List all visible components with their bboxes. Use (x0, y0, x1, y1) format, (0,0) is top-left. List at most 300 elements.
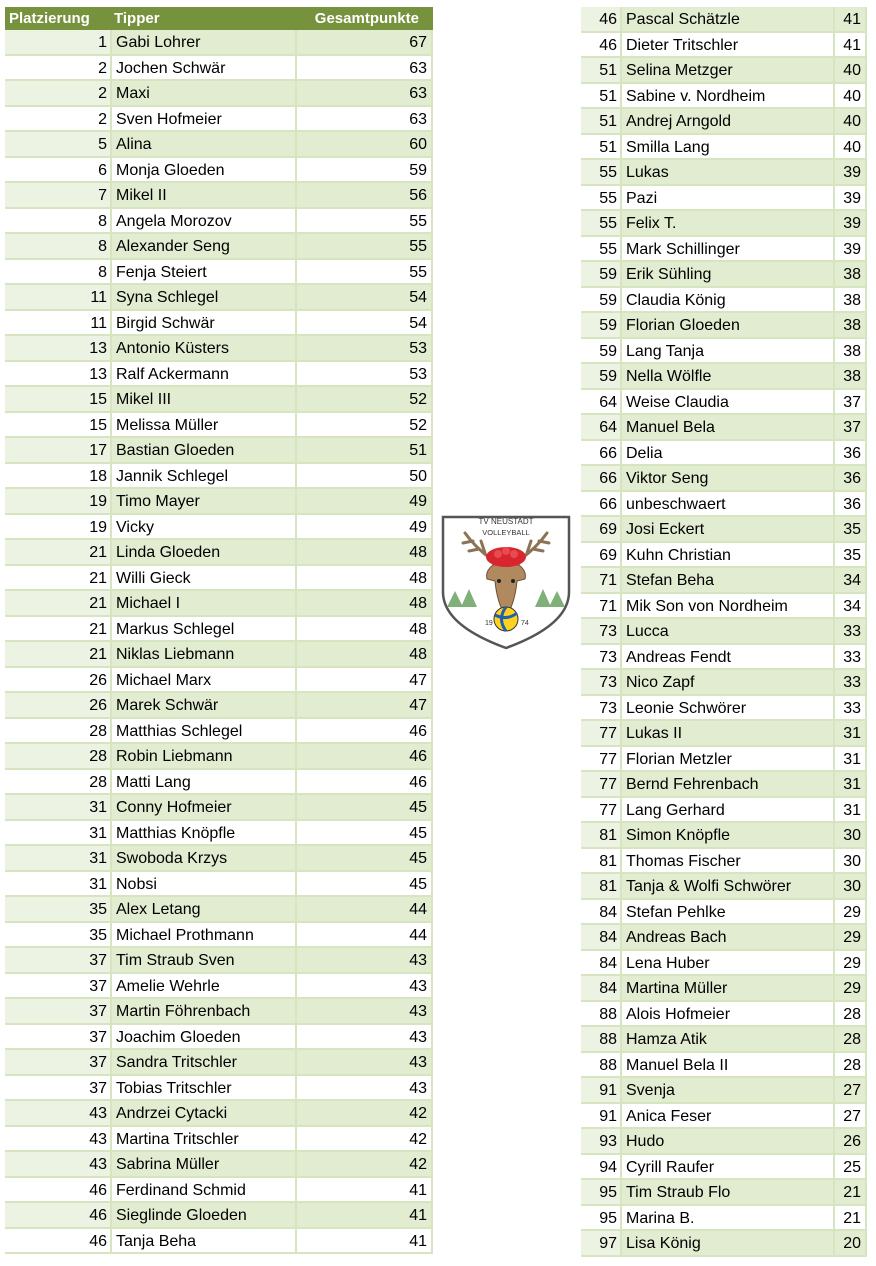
tipper-name-cell: Matthias Schlegel (110, 719, 295, 743)
placement-cell: 69 (581, 543, 620, 567)
tipper-name-cell: Fenja Steiert (110, 260, 295, 284)
table-row (581, 568, 867, 594)
placement-cell: 46 (5, 1229, 110, 1253)
tipper-name-cell: Bernd Fehrenbach (620, 772, 833, 796)
placement-cell: 73 (581, 619, 620, 643)
placement-cell: 81 (581, 849, 620, 873)
placement-cell: 46 (5, 1203, 110, 1227)
placement-cell: 59 (581, 339, 620, 363)
points-cell: 21 (833, 1180, 867, 1204)
points-cell: 52 (295, 387, 433, 411)
table-row (5, 260, 433, 286)
tipper-name-cell: Dieter Tritschler (620, 33, 833, 57)
placement-cell: 91 (581, 1104, 620, 1128)
tipper-name-cell: Alex Letang (110, 897, 295, 921)
tipper-name-cell: Michael I (110, 591, 295, 615)
table-row (581, 951, 867, 977)
points-cell: 39 (833, 237, 867, 261)
table-row (5, 1076, 433, 1102)
points-cell: 28 (833, 1053, 867, 1077)
tipper-name-cell: Michael Prothmann (110, 923, 295, 947)
table-row (581, 1180, 867, 1206)
points-cell: 33 (833, 670, 867, 694)
tipper-name-cell: Andrej Arngold (620, 109, 833, 133)
points-cell: 33 (833, 619, 867, 643)
tipper-name-cell: Lukas (620, 160, 833, 184)
points-cell: 31 (833, 721, 867, 745)
points-cell: 48 (295, 540, 433, 564)
tipper-name-cell: Gabi Lohrer (110, 30, 295, 54)
header-gesamtpunkte: Gesamtpunkte (314, 10, 419, 27)
table-row (5, 183, 433, 209)
placement-cell: 21 (5, 617, 110, 641)
table-row (5, 1127, 433, 1153)
placement-cell: 21 (5, 566, 110, 590)
tipper-name-cell: Nella Wölfle (620, 364, 833, 388)
table-row (5, 872, 433, 898)
placement-cell: 59 (581, 364, 620, 388)
tipper-name-cell: Lang Gerhard (620, 798, 833, 822)
table-row (581, 1002, 867, 1028)
table-row (581, 1078, 867, 1104)
placement-cell: 73 (581, 645, 620, 669)
tipper-name-cell: Martina Müller (620, 976, 833, 1000)
placement-cell: 88 (581, 1002, 620, 1026)
placement-cell: 81 (581, 874, 620, 898)
tipper-name-cell: Sabine v. Nordheim (620, 84, 833, 108)
table-row (5, 464, 433, 490)
tipper-name-cell: Thomas Fischer (620, 849, 833, 873)
placement-cell: 84 (581, 976, 620, 1000)
placement-cell: 64 (581, 390, 620, 414)
tipper-name-cell: Mikel III (110, 387, 295, 411)
placement-cell: 13 (5, 362, 110, 386)
table-row (5, 56, 433, 82)
tipper-name-cell: Felix T. (620, 211, 833, 235)
placement-cell: 95 (581, 1206, 620, 1230)
table-row (5, 107, 433, 133)
points-cell: 63 (295, 107, 433, 131)
logo-year-right: 74 (521, 620, 529, 627)
tipper-name-cell: Ferdinand Schmid (110, 1178, 295, 1202)
table-row (5, 30, 433, 56)
tipper-name-cell: Selina Metzger (620, 58, 833, 82)
placement-cell: 55 (581, 160, 620, 184)
points-cell: 25 (833, 1155, 867, 1179)
points-cell: 54 (295, 311, 433, 335)
tipper-name-cell: Andreas Fendt (620, 645, 833, 669)
tipper-name-cell: Josi Eckert (620, 517, 833, 541)
points-cell: 37 (833, 390, 867, 414)
placement-cell: 84 (581, 900, 620, 924)
placement-cell: 55 (581, 186, 620, 210)
placement-cell: 71 (581, 594, 620, 618)
header-tipper: Tipper (114, 10, 160, 27)
points-cell: 31 (833, 798, 867, 822)
tipper-name-cell: Stefan Beha (620, 568, 833, 592)
placement-cell: 94 (581, 1155, 620, 1179)
placement-cell: 6 (5, 158, 110, 182)
tipper-name-cell: Marina B. (620, 1206, 833, 1230)
tipper-name-cell: Linda Gloeden (110, 540, 295, 564)
tipper-name-cell: Sieglinde Gloeden (110, 1203, 295, 1227)
points-cell: 45 (295, 846, 433, 870)
table-row (581, 1053, 867, 1079)
tipper-name-cell: Delia (620, 441, 833, 465)
table-row (581, 186, 867, 212)
points-cell: 36 (833, 441, 867, 465)
placement-cell: 59 (581, 288, 620, 312)
table-row (5, 311, 433, 337)
placement-cell: 37 (5, 948, 110, 972)
points-cell: 29 (833, 976, 867, 1000)
points-cell: 67 (295, 30, 433, 54)
points-cell: 44 (295, 923, 433, 947)
table-row (5, 362, 433, 388)
points-cell: 33 (833, 645, 867, 669)
tipper-name-cell: Manuel Bela II (620, 1053, 833, 1077)
placement-cell: 31 (5, 795, 110, 819)
table-row (5, 974, 433, 1000)
points-cell: 43 (295, 1050, 433, 1074)
points-cell: 41 (833, 33, 867, 57)
placement-cell: 17 (5, 438, 110, 462)
placement-cell: 19 (5, 515, 110, 539)
points-cell: 26 (833, 1129, 867, 1153)
points-cell: 52 (295, 413, 433, 437)
placement-cell: 13 (5, 336, 110, 360)
table-row (581, 543, 867, 569)
table-row (5, 540, 433, 566)
placement-cell: 5 (5, 132, 110, 156)
placement-cell: 21 (5, 540, 110, 564)
points-cell: 63 (295, 56, 433, 80)
tipper-name-cell: Syna Schlegel (110, 285, 295, 309)
placement-cell: 43 (5, 1127, 110, 1151)
points-cell: 41 (295, 1178, 433, 1202)
placement-cell: 77 (581, 772, 620, 796)
tipper-name-cell: Melissa Müller (110, 413, 295, 437)
points-cell: 36 (833, 466, 867, 490)
points-cell: 43 (295, 999, 433, 1023)
placement-cell: 88 (581, 1053, 620, 1077)
placement-cell: 64 (581, 415, 620, 439)
points-cell: 40 (833, 135, 867, 159)
table-row (5, 489, 433, 515)
ranking-table-left (5, 7, 433, 1254)
points-cell: 39 (833, 186, 867, 210)
points-cell: 34 (833, 594, 867, 618)
tipper-name-cell: Lukas II (620, 721, 833, 745)
points-cell: 29 (833, 925, 867, 949)
tipper-name-cell: Markus Schlegel (110, 617, 295, 641)
placement-cell: 28 (5, 770, 110, 794)
header-platzierung: Platzierung (9, 10, 90, 27)
tipper-name-cell: Angela Morozov (110, 209, 295, 233)
placement-cell: 31 (5, 821, 110, 845)
tipper-name-cell: Matti Lang (110, 770, 295, 794)
table-row (581, 670, 867, 696)
placement-cell: 37 (5, 1025, 110, 1049)
table-row (581, 288, 867, 314)
tipper-name-cell: Simon Knöpfle (620, 823, 833, 847)
table-row (5, 897, 433, 923)
points-cell: 30 (833, 874, 867, 898)
tipper-name-cell: Alina (110, 132, 295, 156)
placement-cell: 51 (581, 84, 620, 108)
placement-cell: 46 (5, 1178, 110, 1202)
tipper-name-cell: Maxi (110, 81, 295, 105)
tipper-name-cell: Cyrill Raufer (620, 1155, 833, 1179)
tipper-name-cell: Sandra Tritschler (110, 1050, 295, 1074)
tipper-name-cell: Erik Sühling (620, 262, 833, 286)
tipper-name-cell: Mik Son von Nordheim (620, 594, 833, 618)
table-row (5, 285, 433, 311)
tipper-name-cell: Mark Schillinger (620, 237, 833, 261)
points-cell: 48 (295, 591, 433, 615)
points-cell: 35 (833, 517, 867, 541)
table-row (581, 466, 867, 492)
placement-cell: 51 (581, 109, 620, 133)
points-cell: 36 (833, 492, 867, 516)
table-row (581, 390, 867, 416)
table-row (581, 645, 867, 671)
placement-cell: 69 (581, 517, 620, 541)
table-row (5, 923, 433, 949)
tipper-name-cell: Svenja (620, 1078, 833, 1102)
points-cell: 43 (295, 1025, 433, 1049)
placement-cell: 55 (581, 211, 620, 235)
table-row (581, 33, 867, 59)
points-cell: 30 (833, 849, 867, 873)
points-cell: 60 (295, 132, 433, 156)
table-row (5, 744, 433, 770)
points-cell: 31 (833, 747, 867, 771)
tipper-name-cell: Smilla Lang (620, 135, 833, 159)
points-cell: 38 (833, 288, 867, 312)
table-row (5, 438, 433, 464)
points-cell: 31 (833, 772, 867, 796)
tipper-name-cell: Matthias Knöpfle (110, 821, 295, 845)
tipper-name-cell: unbeschwaert (620, 492, 833, 516)
points-cell: 45 (295, 821, 433, 845)
points-cell: 46 (295, 770, 433, 794)
placement-cell: 35 (5, 923, 110, 947)
table-row (581, 696, 867, 722)
tipper-name-cell: Hudo (620, 1129, 833, 1153)
points-cell: 30 (833, 823, 867, 847)
table-row (5, 591, 433, 617)
table-row (581, 262, 867, 288)
volleyball-icon (494, 607, 518, 631)
placement-cell: 97 (581, 1231, 620, 1255)
placement-cell: 66 (581, 466, 620, 490)
points-cell: 43 (295, 948, 433, 972)
tipper-name-cell: Florian Metzler (620, 747, 833, 771)
table-header (5, 7, 433, 30)
points-cell: 40 (833, 84, 867, 108)
table-row (581, 84, 867, 110)
table-row (581, 1129, 867, 1155)
tipper-name-cell: Jochen Schwär (110, 56, 295, 80)
points-cell: 59 (295, 158, 433, 182)
placement-cell: 37 (5, 1050, 110, 1074)
tipper-name-cell: Nico Zapf (620, 670, 833, 694)
tipper-name-cell: Lucca (620, 619, 833, 643)
table-row (5, 234, 433, 260)
table-row (581, 747, 867, 773)
tipper-name-cell: Leonie Schwörer (620, 696, 833, 720)
table-row (5, 1050, 433, 1076)
points-cell: 33 (833, 696, 867, 720)
table-row (5, 948, 433, 974)
placement-cell: 18 (5, 464, 110, 488)
points-cell: 38 (833, 339, 867, 363)
placement-cell: 51 (581, 135, 620, 159)
table-row (581, 798, 867, 824)
table-row (5, 387, 433, 413)
ranking-rows-right (581, 7, 867, 1257)
points-cell: 29 (833, 951, 867, 975)
placement-cell: 46 (581, 7, 620, 31)
table-row (5, 515, 433, 541)
placement-cell: 73 (581, 696, 620, 720)
table-row (5, 413, 433, 439)
tipper-name-cell: Monja Gloeden (110, 158, 295, 182)
tipper-name-cell: Sabrina Müller (110, 1152, 295, 1176)
points-cell: 42 (295, 1127, 433, 1151)
placement-cell: 73 (581, 670, 620, 694)
placement-cell: 7 (5, 183, 110, 207)
points-cell: 49 (295, 515, 433, 539)
table-row (5, 642, 433, 668)
tipper-name-cell: Mikel II (110, 183, 295, 207)
table-row (5, 617, 433, 643)
tipper-name-cell: Vicky (110, 515, 295, 539)
logo-text-line1: TV NEUSTADT (478, 517, 534, 526)
placement-cell: 81 (581, 823, 620, 847)
table-row (581, 441, 867, 467)
placement-cell: 91 (581, 1078, 620, 1102)
table-row (581, 109, 867, 135)
placement-cell: 28 (5, 719, 110, 743)
table-row (5, 1025, 433, 1051)
table-row (5, 336, 433, 362)
table-row (581, 925, 867, 951)
table-row (581, 415, 867, 441)
table-row (5, 719, 433, 745)
table-row (581, 313, 867, 339)
points-cell: 48 (295, 617, 433, 641)
tipper-name-cell: Bastian Gloeden (110, 438, 295, 462)
table-row (581, 721, 867, 747)
tipper-name-cell: Tanja & Wolfi Schwörer (620, 874, 833, 898)
tipper-name-cell: Tim Straub Flo (620, 1180, 833, 1204)
placement-cell: 43 (5, 1101, 110, 1125)
tipper-name-cell: Lang Tanja (620, 339, 833, 363)
placement-cell: 2 (5, 81, 110, 105)
placement-cell: 95 (581, 1180, 620, 1204)
placement-cell: 66 (581, 441, 620, 465)
tipper-name-cell: Joachim Gloeden (110, 1025, 295, 1049)
tipper-name-cell: Jannik Schlegel (110, 464, 295, 488)
placement-cell: 93 (581, 1129, 620, 1153)
tipper-name-cell: Kuhn Christian (620, 543, 833, 567)
placement-cell: 51 (581, 58, 620, 82)
table-row (5, 821, 433, 847)
tipper-name-cell: Florian Gloeden (620, 313, 833, 337)
placement-cell: 8 (5, 234, 110, 258)
points-cell: 51 (295, 438, 433, 462)
table-row (5, 846, 433, 872)
table-row (581, 772, 867, 798)
points-cell: 48 (295, 642, 433, 666)
placement-cell: 66 (581, 492, 620, 516)
tipper-name-cell: Robin Liebmann (110, 744, 295, 768)
tipper-name-cell: Michael Marx (110, 668, 295, 692)
points-cell: 42 (295, 1101, 433, 1125)
table-row (5, 1152, 433, 1178)
placement-cell: 2 (5, 107, 110, 131)
table-row (581, 135, 867, 161)
points-cell: 45 (295, 795, 433, 819)
table-row (581, 823, 867, 849)
points-cell: 46 (295, 744, 433, 768)
placement-cell: 1 (5, 30, 110, 54)
points-cell: 42 (295, 1152, 433, 1176)
placement-cell: 26 (5, 693, 110, 717)
tipper-name-cell: Andreas Bach (620, 925, 833, 949)
table-row (5, 668, 433, 694)
table-row (5, 132, 433, 158)
logo-year-left: 19 (485, 620, 493, 627)
placement-cell: 84 (581, 951, 620, 975)
points-cell: 46 (295, 719, 433, 743)
points-cell: 37 (833, 415, 867, 439)
placement-cell: 37 (5, 1076, 110, 1100)
tipper-name-cell: Antonio Küsters (110, 336, 295, 360)
placement-cell: 31 (5, 872, 110, 896)
tipper-name-cell: Lena Huber (620, 951, 833, 975)
points-cell: 55 (295, 209, 433, 233)
points-cell: 38 (833, 313, 867, 337)
points-cell: 28 (833, 1027, 867, 1051)
tipper-name-cell: Swoboda Krzys (110, 846, 295, 870)
placement-cell: 8 (5, 209, 110, 233)
table-row (5, 770, 433, 796)
points-cell: 55 (295, 234, 433, 258)
placement-cell: 11 (5, 311, 110, 335)
table-row (581, 237, 867, 263)
tipper-name-cell: Niklas Liebmann (110, 642, 295, 666)
table-row (581, 1104, 867, 1130)
placement-cell: 37 (5, 974, 110, 998)
tipper-name-cell: Amelie Wehrle (110, 974, 295, 998)
table-row (581, 364, 867, 390)
points-cell: 43 (295, 974, 433, 998)
placement-cell: 15 (5, 413, 110, 437)
placement-cell: 59 (581, 313, 620, 337)
table-row (5, 1203, 433, 1229)
points-cell: 39 (833, 211, 867, 235)
placement-cell: 19 (5, 489, 110, 513)
points-cell: 29 (833, 900, 867, 924)
table-row (5, 1229, 433, 1255)
points-cell: 47 (295, 668, 433, 692)
tipper-name-cell: Lisa König (620, 1231, 833, 1255)
tipper-name-cell: Tim Straub Sven (110, 948, 295, 972)
points-cell: 34 (833, 568, 867, 592)
